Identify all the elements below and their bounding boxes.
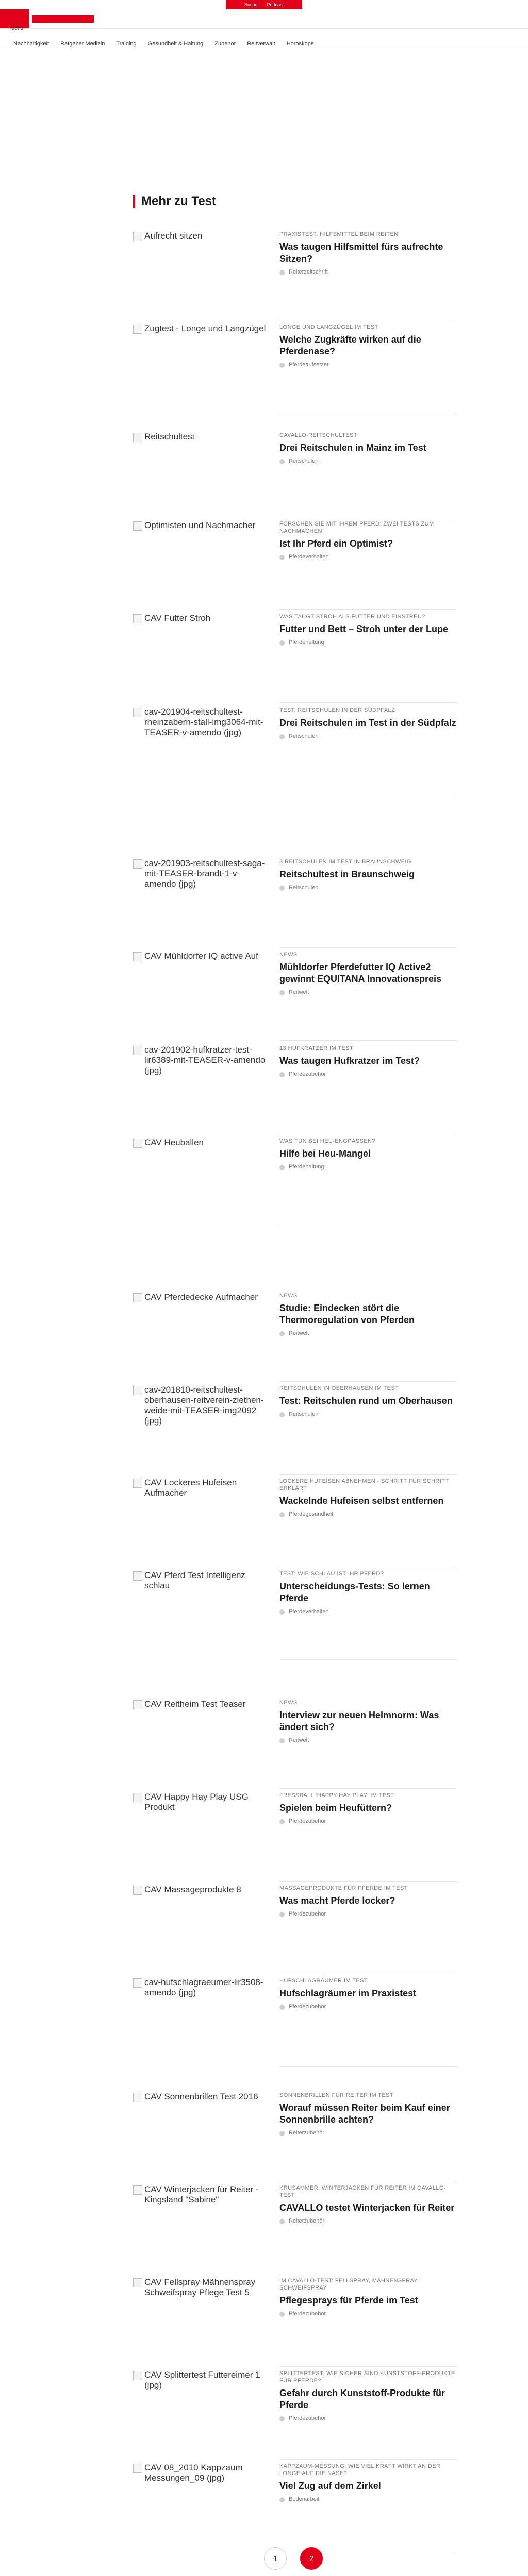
article-kicker: REITSCHULEN IN OBERHAUSEN IM TEST: [279, 1385, 399, 1392]
nav-item[interactable]: Gesundheit & Haltung: [147, 40, 204, 47]
article-author: Pferdezubehör: [279, 2415, 457, 2421]
article-card[interactable]: [133, 858, 457, 941]
article-meta: [279, 1292, 457, 1336]
article-meta: [279, 2370, 457, 2421]
article-kicker: NEWS: [279, 1293, 298, 1299]
article-kicker: KRUSAMMER: WINTERJACKEN FÜR REITER IM CAVALLO-TEST: [279, 2185, 446, 2198]
promo-link-left[interactable]: Suche: [244, 2, 258, 7]
article-card[interactable]: [133, 1699, 457, 1782]
article-kicker: TEST: REITSCHULEN IN DER SÜDPFALZ: [279, 707, 395, 714]
divider: [279, 609, 457, 610]
article-meta: [279, 2092, 457, 2136]
article-thumbnail[interactable]: CAV Sonnenbrillen Test 2016: [133, 2092, 268, 2159]
article-author: Pferdegesundheit: [279, 1511, 457, 1517]
article-headline[interactable]: Futter und Bett – Stroh unter der Lupe: [279, 624, 448, 634]
page-1-button[interactable]: 1: [264, 2547, 287, 2570]
article-author: Reitwelt: [279, 989, 457, 995]
article-author: Reitschulen: [279, 733, 457, 739]
pagination: [264, 2547, 323, 2570]
article-card[interactable]: [133, 2184, 457, 2267]
article-meta: [279, 1792, 457, 1824]
article-headline[interactable]: Hilfe bei Heu-Mangel: [279, 1148, 371, 1159]
article-meta: [279, 951, 457, 995]
article-card[interactable]: [133, 1292, 457, 1375]
article-author: Reitschulen: [279, 1411, 457, 1417]
article-thumbnail[interactable]: CAV Massageprodukte 8: [133, 1885, 268, 1952]
article-headline[interactable]: Reitschultest in Braunschweig: [279, 869, 415, 879]
divider: [279, 1881, 457, 1882]
divider: [279, 1659, 457, 1660]
article-headline[interactable]: CAVALLO testet Winterjacken für Reiter: [279, 2202, 455, 2213]
article-author: Pferdezubehör: [279, 1911, 457, 1917]
article-thumbnail[interactable]: cav-201810-reitschultest-oberhausen-reitverein-ziethen-weide-mit-TEASER-img2092 (jpg): [133, 1385, 268, 1452]
article-headline[interactable]: Interview zur neuen Helmnorm: Was ändert sich?: [279, 1710, 439, 1732]
article-kicker: WAS TAUGT STROH ALS FUTTER UND EINSTREU?: [279, 614, 425, 620]
article-thumbnail[interactable]: CAV 08_2010 Kappzaum Messungen_09 (jpg): [133, 2463, 268, 2530]
article-headline[interactable]: Mühldorfer Pferdefutter IQ Active2 gewinnt EQUITANA Innovationspreis: [279, 962, 442, 984]
article-thumbnail[interactable]: cav-201904-reitschultest-rheinzabern-stall-img3064-mit-TEASER-v-amendo (jpg): [133, 707, 268, 774]
promo-bar: [226, 0, 302, 9]
article-author: Reitwelt: [279, 1330, 457, 1336]
article-kicker: NEWS: [279, 952, 298, 958]
article-author: Pferdezubehör: [279, 2004, 457, 2010]
article-card[interactable]: [133, 1478, 457, 1560]
article-kicker: 13 HUFKRATZER IM TEST: [279, 1045, 354, 1052]
article-card[interactable]: [133, 1045, 457, 1127]
article-thumbnail[interactable]: CAV Pferd Test Intelligenz schlau: [133, 1570, 268, 1637]
article-card[interactable]: [133, 231, 457, 313]
article-meta: [279, 613, 457, 646]
article-author: Bodenarbeit: [279, 2496, 457, 2502]
nav-item[interactable]: Nachhaltigkeit: [13, 40, 50, 47]
article-card[interactable]: [133, 432, 457, 514]
article-kicker: PRAXISTEST: HILFSMITTEL BEIM REITEN: [279, 231, 399, 238]
article-thumbnail[interactable]: Zugtest - Longe und Langzügel: [133, 324, 268, 391]
article-card[interactable]: [133, 2370, 457, 2452]
divider: [279, 702, 457, 703]
article-meta: [279, 1045, 457, 1077]
article-thumbnail[interactable]: CAV Lockeres Hufeisen Aufmacher: [133, 1478, 268, 1545]
article-author: Pferdeverhalten: [279, 1608, 457, 1615]
article-author: Pferdezubehör: [279, 1071, 457, 1077]
article-card[interactable]: [133, 324, 457, 406]
article-headline[interactable]: Was taugen Hilfsmittel fürs aufrechte Sitzen?: [279, 242, 443, 264]
nav-item[interactable]: Horoskope: [286, 40, 314, 47]
article-meta: [279, 2277, 457, 2317]
article-meta: [279, 1138, 457, 1170]
article-meta: [279, 1385, 457, 1417]
nav-item[interactable]: Ratgeber Medizin: [60, 40, 105, 47]
article-headline[interactable]: Pflegesprays für Pferde im Test: [279, 2295, 418, 2306]
article-kicker: WAS TUN BEI HEU-ENGPÄSSEN?: [279, 1138, 375, 1144]
article-kicker: 3 REITSCHULEN IM TEST IN BRAUNSCHWEIG: [279, 859, 411, 865]
article-card[interactable]: [133, 951, 457, 1033]
article-meta: [279, 2463, 457, 2502]
article-kicker: KAPPZAUM-MESSUNG: WIE VIEL KRAFT WIRKT AN DER LONGE AUF DIE NASE?: [279, 2463, 441, 2477]
page-2-button[interactable]: 2: [300, 2547, 323, 2570]
article-thumbnail[interactable]: cav-hufschlagraeumer-lir3508-amendo (jpg): [133, 1977, 268, 2044]
article-meta: [279, 520, 457, 560]
divider: [279, 1474, 457, 1475]
article-headline[interactable]: Was taugen Hufkratzer im Test?: [279, 1056, 420, 1066]
article-card[interactable]: [133, 2463, 457, 2545]
main-nav: [0, 38, 528, 49]
nav-item[interactable]: Training: [116, 40, 137, 47]
site-header: [0, 9, 528, 29]
article-meta: [279, 858, 457, 891]
nav-item[interactable]: Zubehör: [214, 40, 236, 47]
article-kicker: FRESSBALL 'HAPPY HAY PLAY' IM TEST: [279, 1792, 394, 1799]
article-kicker: LOCKERE HUFEISEN ABNEHMEN - SCHRITT FÜR SCHRITT ERKLÄRT: [279, 1478, 449, 1492]
top-bar: [0, 0, 528, 9]
article-thumbnail[interactable]: CAV Reitheim Test Teaser: [133, 1699, 268, 1766]
article-thumbnail[interactable]: Aufrecht sitzen: [133, 231, 268, 298]
article-card[interactable]: [133, 1792, 457, 1874]
article-thumbnail[interactable]: CAV Mühldorfer IQ active Auf: [133, 951, 268, 1018]
article-kicker: SONNENBRILLEN FÜR REITER IM TEST: [279, 2092, 394, 2098]
article-author: Pferdeaufsetzer: [279, 362, 457, 368]
section-title: Mehr zu Test: [133, 195, 216, 208]
article-card[interactable]: [133, 2277, 457, 2360]
article-headline[interactable]: Studie: Eindecken stört die Thermoregulation von Pferden: [279, 1303, 415, 1325]
article-card[interactable]: [133, 520, 457, 603]
article-thumbnail[interactable]: CAV Fellspray Mähnenspray Schweifspray Pflege Test 5: [133, 2277, 268, 2344]
article-meta: [279, 1478, 457, 1517]
article-kicker: MASSAGEPRODUKTE FÜR PFERDE IM TEST: [279, 1885, 408, 1891]
article-author: Reiterzeitschrift: [279, 269, 457, 275]
article-kicker: SPLITTERTEST: WIE SICHER SIND KUNSTSTOFF-PRODUKTE FÜR PFERDE?: [279, 2370, 455, 2384]
article-meta: [279, 1977, 457, 2010]
article-headline[interactable]: Drei Reitschulen in Mainz im Test: [279, 443, 426, 453]
promo-link-right[interactable]: Podcast: [267, 2, 284, 7]
article-headline[interactable]: Spielen beim Heufüttern?: [279, 1803, 392, 1813]
article-meta: [279, 707, 457, 739]
article-thumbnail[interactable]: cav-201903-reitschultest-saga-mit-TEASER-brandt-1-v-amendo (jpg): [133, 858, 268, 925]
divider: [279, 1381, 457, 1382]
article-author: Pferdezubehör: [279, 1818, 457, 1824]
menu-button[interactable]: Menu: [10, 26, 24, 31]
article-thumbnail[interactable]: CAV Futter Stroh: [133, 613, 268, 680]
article-thumbnail[interactable]: CAV Happy Hay Play USG Produkt: [133, 1792, 268, 1859]
article-thumbnail[interactable]: CAV Splittertest Futtereimer 1 (jpg): [133, 2370, 268, 2437]
article-card[interactable]: [133, 1885, 457, 1967]
article-headline[interactable]: Viel Zug auf dem Zirkel: [279, 2481, 381, 2491]
article-kicker: LONGE UND LANGZÜGEL IM TEST: [279, 324, 378, 330]
article-author: Pferdehaltung: [279, 639, 457, 646]
article-thumbnail[interactable]: cav-201902-hufkratzer-test-lir6389-mit-TEASER-v-amendo (jpg): [133, 1045, 268, 1112]
article-card[interactable]: [133, 707, 457, 789]
article-meta: [279, 1885, 457, 1917]
article-kicker: CAVALLO-REITSCHULTEST: [279, 432, 357, 438]
article-author: Pferdehaltung: [279, 1164, 457, 1170]
article-headline[interactable]: Welche Zugkräfte wirken auf die Pferdenase?: [279, 334, 421, 357]
article-headline[interactable]: Unterscheidungs-Tests: So lernen Pferde: [279, 1581, 430, 1603]
article-card[interactable]: [133, 1385, 457, 1467]
article-headline[interactable]: Test: Reitschulen rund um Oberhausen: [279, 1396, 453, 1406]
article-author: Reitwelt: [279, 1737, 457, 1743]
article-thumbnail[interactable]: Reitschultest: [133, 432, 268, 499]
article-author: Pferdezubehör: [279, 2311, 457, 2317]
article-author: Reitschulen: [279, 885, 457, 891]
nav-item[interactable]: Reitverwalt: [247, 40, 275, 47]
article-card[interactable]: [133, 1138, 457, 1220]
divider: [279, 2066, 457, 2067]
article-headline[interactable]: Hufschlagräumer im Praxistest: [279, 1988, 417, 1998]
article-meta: [279, 432, 457, 464]
article-thumbnail[interactable]: CAV Pferdedecke Aufmacher: [133, 1292, 268, 1359]
article-card[interactable]: [133, 1977, 457, 2060]
article-kicker: FORSCHEN SIE MIT IHREM PFERD: ZWEI TESTS ZUM NACHMACHEN: [279, 521, 434, 534]
article-card[interactable]: [133, 2092, 457, 2174]
divider: [279, 947, 457, 948]
article-headline[interactable]: Wackelnde Hufeisen selbst entfernen: [279, 1496, 444, 1506]
article-author: Reitschulen: [279, 458, 457, 464]
article-meta: [279, 1699, 457, 1743]
article-kicker: IM CAVALLO-TEST: FELLSPRAY, MÄHNENSPRAY, SCHWEIFSPRAY: [279, 2278, 419, 2291]
article-thumbnail[interactable]: CAV Winterjacken für Reiter - Kingsland "Sabine": [133, 2184, 268, 2251]
article-headline[interactable]: Was macht Pferde locker?: [279, 1895, 395, 1906]
article-author: Reiterzubehör: [279, 2130, 457, 2136]
article-thumbnail[interactable]: CAV Heuballen: [133, 1138, 268, 1205]
article-card[interactable]: [133, 613, 457, 696]
article-headline[interactable]: Ist Ihr Pferd ein Optimist?: [279, 538, 393, 549]
article-author: Reiterzubehör: [279, 2218, 457, 2224]
article-kicker: NEWS: [279, 1700, 298, 1706]
article-meta: [279, 1570, 457, 1615]
article-headline[interactable]: Drei Reitschulen im Test in der Südpfalz: [279, 718, 456, 728]
divider: [279, 1788, 457, 1789]
article-headline[interactable]: Worauf müssen Reiter beim Kauf einer Sonnenbrille achten?: [279, 2103, 450, 2125]
article-card[interactable]: [133, 1570, 457, 1653]
article-kicker: HUFSCHLAGRÄUMER IM TEST: [279, 1978, 368, 1984]
article-meta: [279, 2184, 457, 2224]
article-headline[interactable]: Gefahr durch Kunststoff-Produkte für Pferde: [279, 2388, 446, 2410]
divider: [279, 1040, 457, 1041]
article-thumbnail[interactable]: Optimisten und Nachmacher: [133, 520, 268, 587]
article-kicker: TEST: WIE SCHLAU IST IHR PFERD?: [279, 1571, 384, 1577]
brand-mark[interactable]: [32, 15, 94, 23]
article-author: Pferdeverhalten: [279, 554, 457, 560]
divider: [279, 2459, 457, 2460]
divider: [279, 2366, 457, 2367]
article-meta: [279, 324, 457, 368]
article-meta: [279, 231, 457, 275]
